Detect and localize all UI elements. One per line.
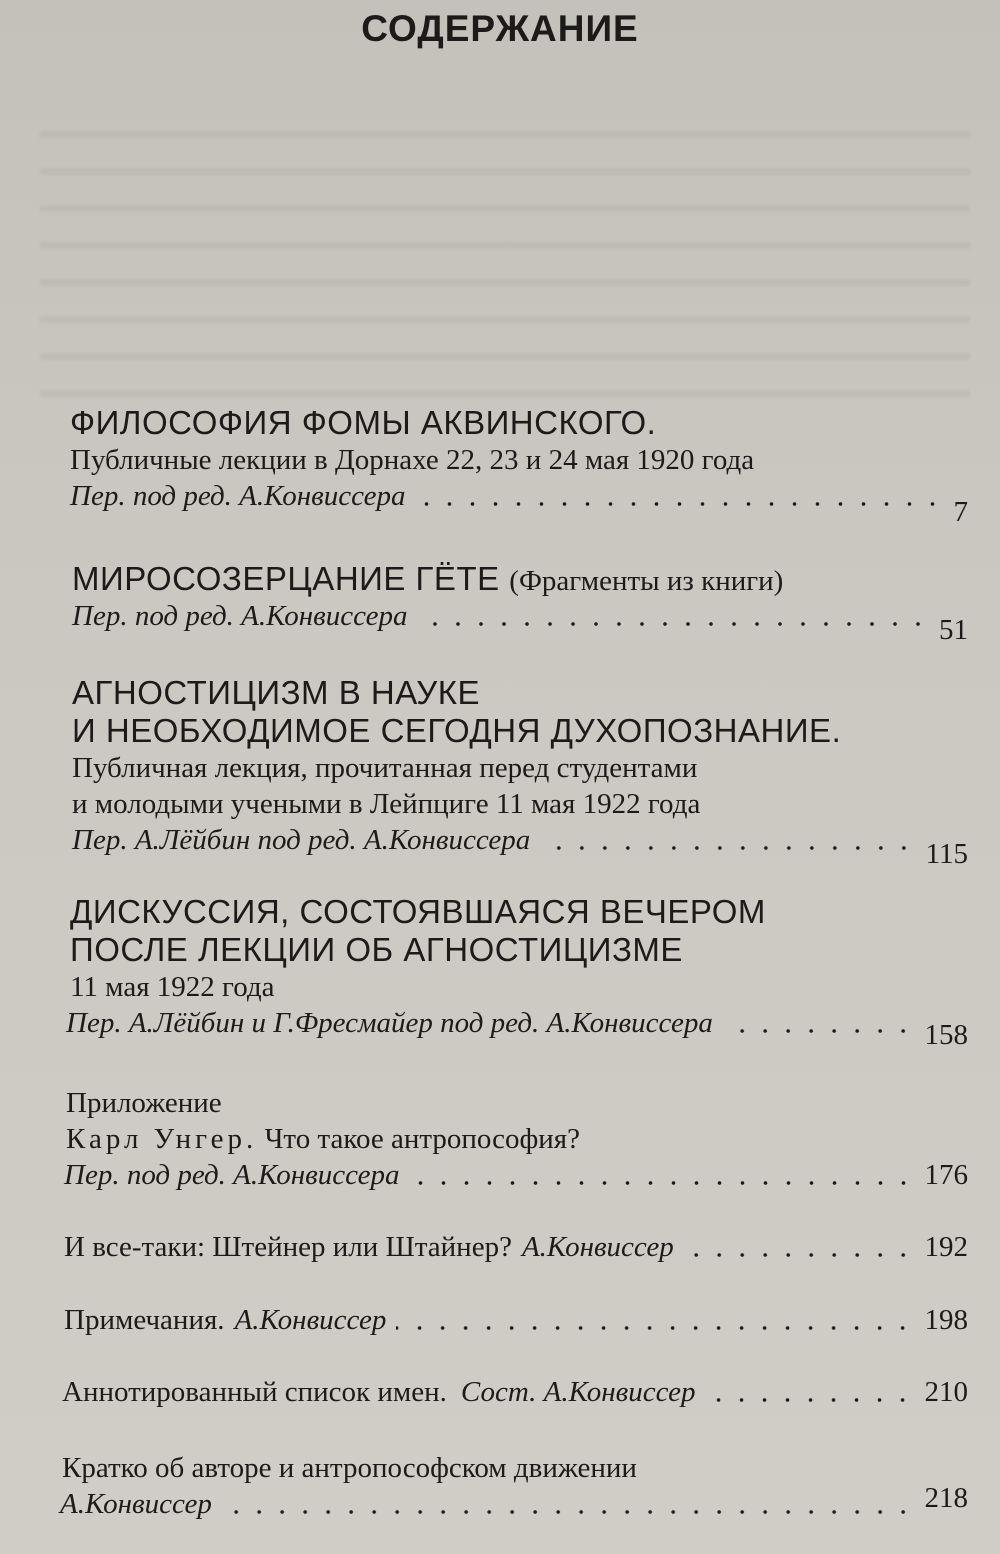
page-number: 210: [924, 1376, 968, 1408]
toc-entry[interactable]: [0, 1229, 1000, 1265]
show-through-text: [40, 110, 970, 400]
entry-subtitle-line-2: и молодыми учеными в Лейпциге 11 мая 1922 года: [72, 788, 701, 820]
toc-entry[interactable]: [0, 560, 1000, 646]
toc-entry[interactable]: [0, 893, 1000, 1051]
entry-author: А.Конвиссер: [234, 1304, 387, 1336]
page-number: 158: [924, 1019, 968, 1051]
entry-title: МИРОСОЗЕРЦАНИЕ ГЁТЕ: [72, 560, 500, 597]
entry-title-line-1: АГНОСТИЦИЗМ В НАУКЕ: [72, 674, 480, 711]
page-number: 7: [953, 496, 968, 528]
page-number: 198: [924, 1304, 968, 1336]
page-number: 115: [925, 838, 968, 870]
toc-entry[interactable]: [0, 404, 1000, 528]
dot-leader: [396, 1326, 914, 1330]
toc-entry[interactable]: [0, 1085, 1000, 1193]
page-number: 218: [924, 1482, 968, 1514]
dot-leader: [410, 1181, 915, 1185]
entry-title: И все-таки: Штейнер или Штайнер?: [64, 1231, 512, 1263]
page-number: 192: [924, 1231, 968, 1263]
entry-translator: Пер. под ред. А.Конвиссера: [64, 1159, 400, 1191]
page-number: 51: [939, 614, 968, 646]
appendix-label: Приложение: [66, 1087, 222, 1119]
entry-title: Что такое антропософия?: [264, 1123, 580, 1155]
entry-translator: Пер. под ред. А.Конвиссера: [72, 600, 408, 632]
toc-entry[interactable]: [0, 1302, 1000, 1338]
dot-leader: [540, 846, 915, 850]
entry-subtitle: Публичные лекции в Дорнахе 22, 23 и 24 мая 1920 года: [70, 444, 755, 476]
entry-author: А.Конвиссер: [521, 1231, 674, 1263]
entry-title-line-2: ПОСЛЕ ЛЕКЦИИ ОБ АГНОСТИЦИЗМЕ: [70, 931, 683, 968]
dot-leader: [222, 1510, 915, 1514]
entry-author: Сост. А.Конвиссер: [460, 1376, 696, 1408]
page-number: 176: [924, 1159, 968, 1191]
dot-leader: [684, 1253, 915, 1257]
dot-leader: [723, 1029, 915, 1033]
entry-title-line-2: И НЕОБХОДИМОЕ СЕГОДНЯ ДУХОПОЗНАНИЕ.: [72, 712, 842, 749]
dot-leader: [418, 622, 930, 626]
entry-subtitle-line-1: Публичная лекция, прочитанная перед студентами: [72, 752, 698, 784]
dot-leader: [705, 1398, 914, 1402]
toc-entry[interactable]: [0, 1450, 1000, 1522]
entry-title: Кратко об авторе и антропософском движении: [62, 1452, 637, 1484]
dot-leader: [416, 502, 944, 506]
entry-translator: Пер. А.Лёйбин и Г.Фресмайер под ред. А.Конвиссера: [66, 1007, 713, 1039]
entry-author: Карл Унгер.: [66, 1123, 258, 1155]
entry-title: Аннотированный список имен.: [62, 1376, 447, 1408]
entry-translator: Пер. А.Лёйбин под ред. А.Конвиссера: [72, 824, 531, 856]
page-title: СОДЕРЖАНИЕ: [361, 8, 639, 49]
entry-title-line-1: ДИСКУССИЯ, СОСТОЯВШАЯСЯ ВЕЧЕРОМ: [70, 893, 766, 930]
entry-title-note: (Фрагменты из книги): [509, 565, 784, 597]
toc-entry[interactable]: [0, 1374, 1000, 1410]
entry-author: А.Конвиссер: [60, 1488, 212, 1520]
entry-translator: Пер. под ред. А.Конвиссера: [70, 480, 406, 512]
entry-subtitle: 11 мая 1922 года: [70, 971, 275, 1003]
entry-title: Примечания.: [64, 1304, 225, 1336]
entry-title: ФИЛОСОФИЯ ФОМЫ АКВИНСКОГО.: [70, 404, 657, 441]
toc-entry[interactable]: [0, 674, 1000, 870]
